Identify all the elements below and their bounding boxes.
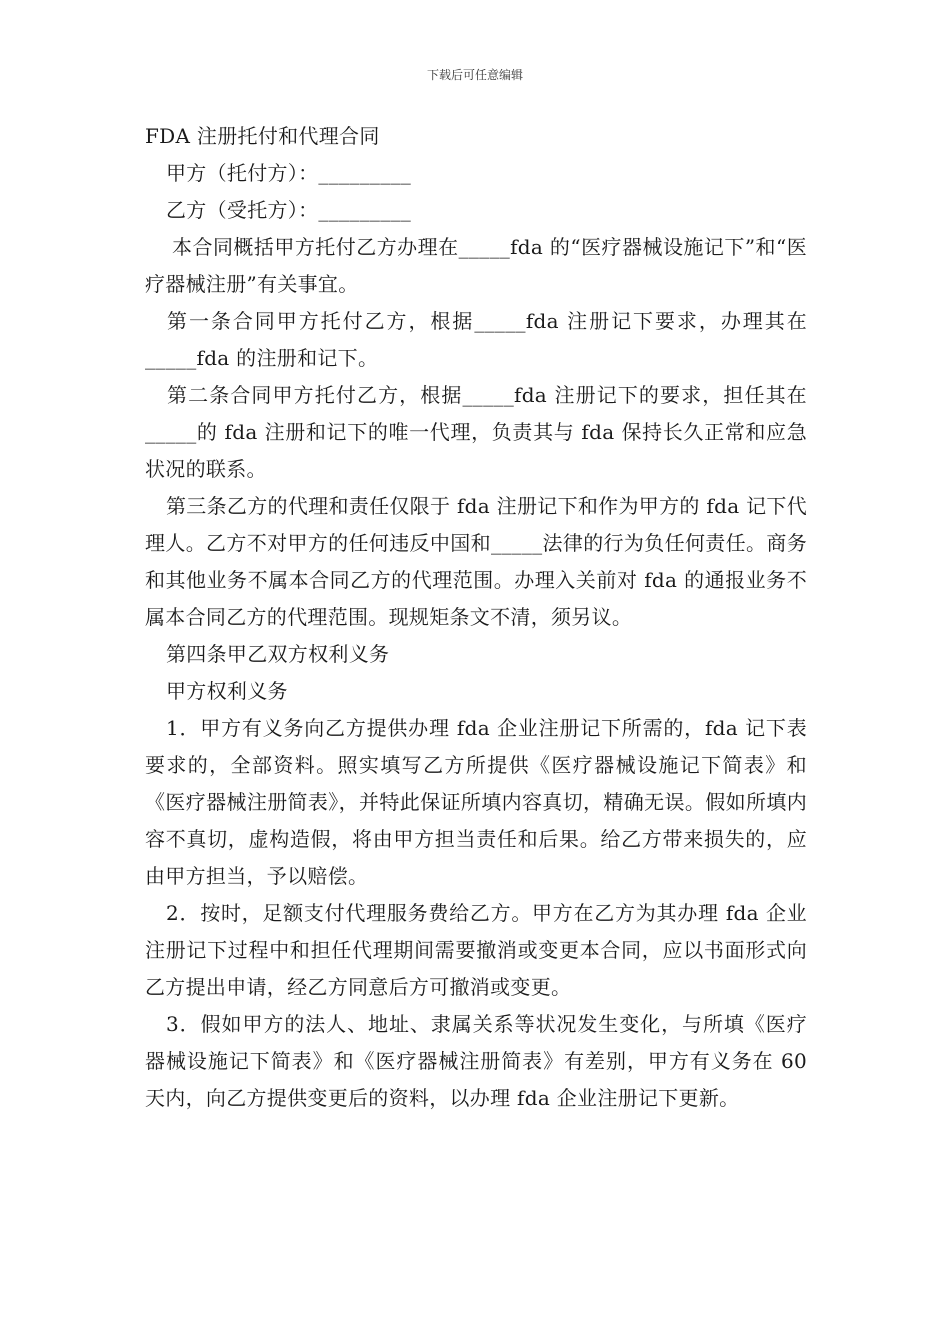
article-2-paragraph: 第二条合同甲方托付乙方，根据_____fda 注册记下的要求，担任其在_____的 fda 注册和记下的唯一代理，负责其与 fda 保持长久正常和应急状况的联系。 <box>145 383 807 481</box>
document-body <box>145 118 807 1117</box>
header-note: 下载后可任意编辑 <box>426 68 523 82</box>
party-a-rights-heading: 甲方权利义务 <box>166 679 288 703</box>
intro-paragraph: 本合同概括甲方托付乙方办理在_____fda 的“医疗器械设施记下”和“医疗器械注册”有关事宜。 <box>145 235 807 296</box>
item-1-paragraph: 1．甲方有义务向乙方提供办理 fda 企业注册记下所需的，fda 记下表要求的，全部资料。照实填写乙方所提供《医疗器械设施记下简表》和《医疗器械注册简表》，并特此保证所填内容真切，精确无误。假如所填内容不真切，虚构造假，将由甲方担当责任和后果。给乙方带来损失的，应由甲方担当，予以赔偿。 <box>145 716 807 888</box>
article-1-paragraph: 第一条合同甲方托付乙方，根据_____fda 注册记下要求，办理其在_____fda 的注册和记下。 <box>145 309 807 370</box>
party-a-line: 甲方（托付方）：_________ <box>166 161 412 185</box>
party-b-line: 乙方（受托方）：_________ <box>166 198 412 222</box>
item-2-paragraph: 2．按时，足额支付代理服务费给乙方。甲方在乙方为其办理 fda 企业注册记下过程中和担任代理期间需要撤消或变更本合同，应以书面形式向乙方提出申请，经乙方同意后方可撤消或变更。 <box>145 901 807 999</box>
document-title: FDA 注册托付和代理合同 <box>145 124 380 148</box>
article-4-heading: 第四条甲乙双方权利义务 <box>166 642 390 666</box>
item-3-paragraph: 3．假如甲方的法人、地址、隶属关系等状况发生变化，与所填《医疗器械设施记下简表》和《医疗器械注册简表》有差别，甲方有义务在 60 天内，向乙方提供变更后的资料，以办理 fda 企业注册记下更新。 <box>145 1012 807 1110</box>
article-3-paragraph: 第三条乙方的代理和责任仅限于 fda 注册记下和作为甲方的 fda 记下代理人。乙方不对甲方的任何违反中国和_____法律的行为负任何责任。商务和其他业务不属本合同乙方的代理范围。办理入关前对 fda 的通报业务不属本合同乙方的代理范围。现规矩条文不清，须另议。 <box>145 494 807 629</box>
